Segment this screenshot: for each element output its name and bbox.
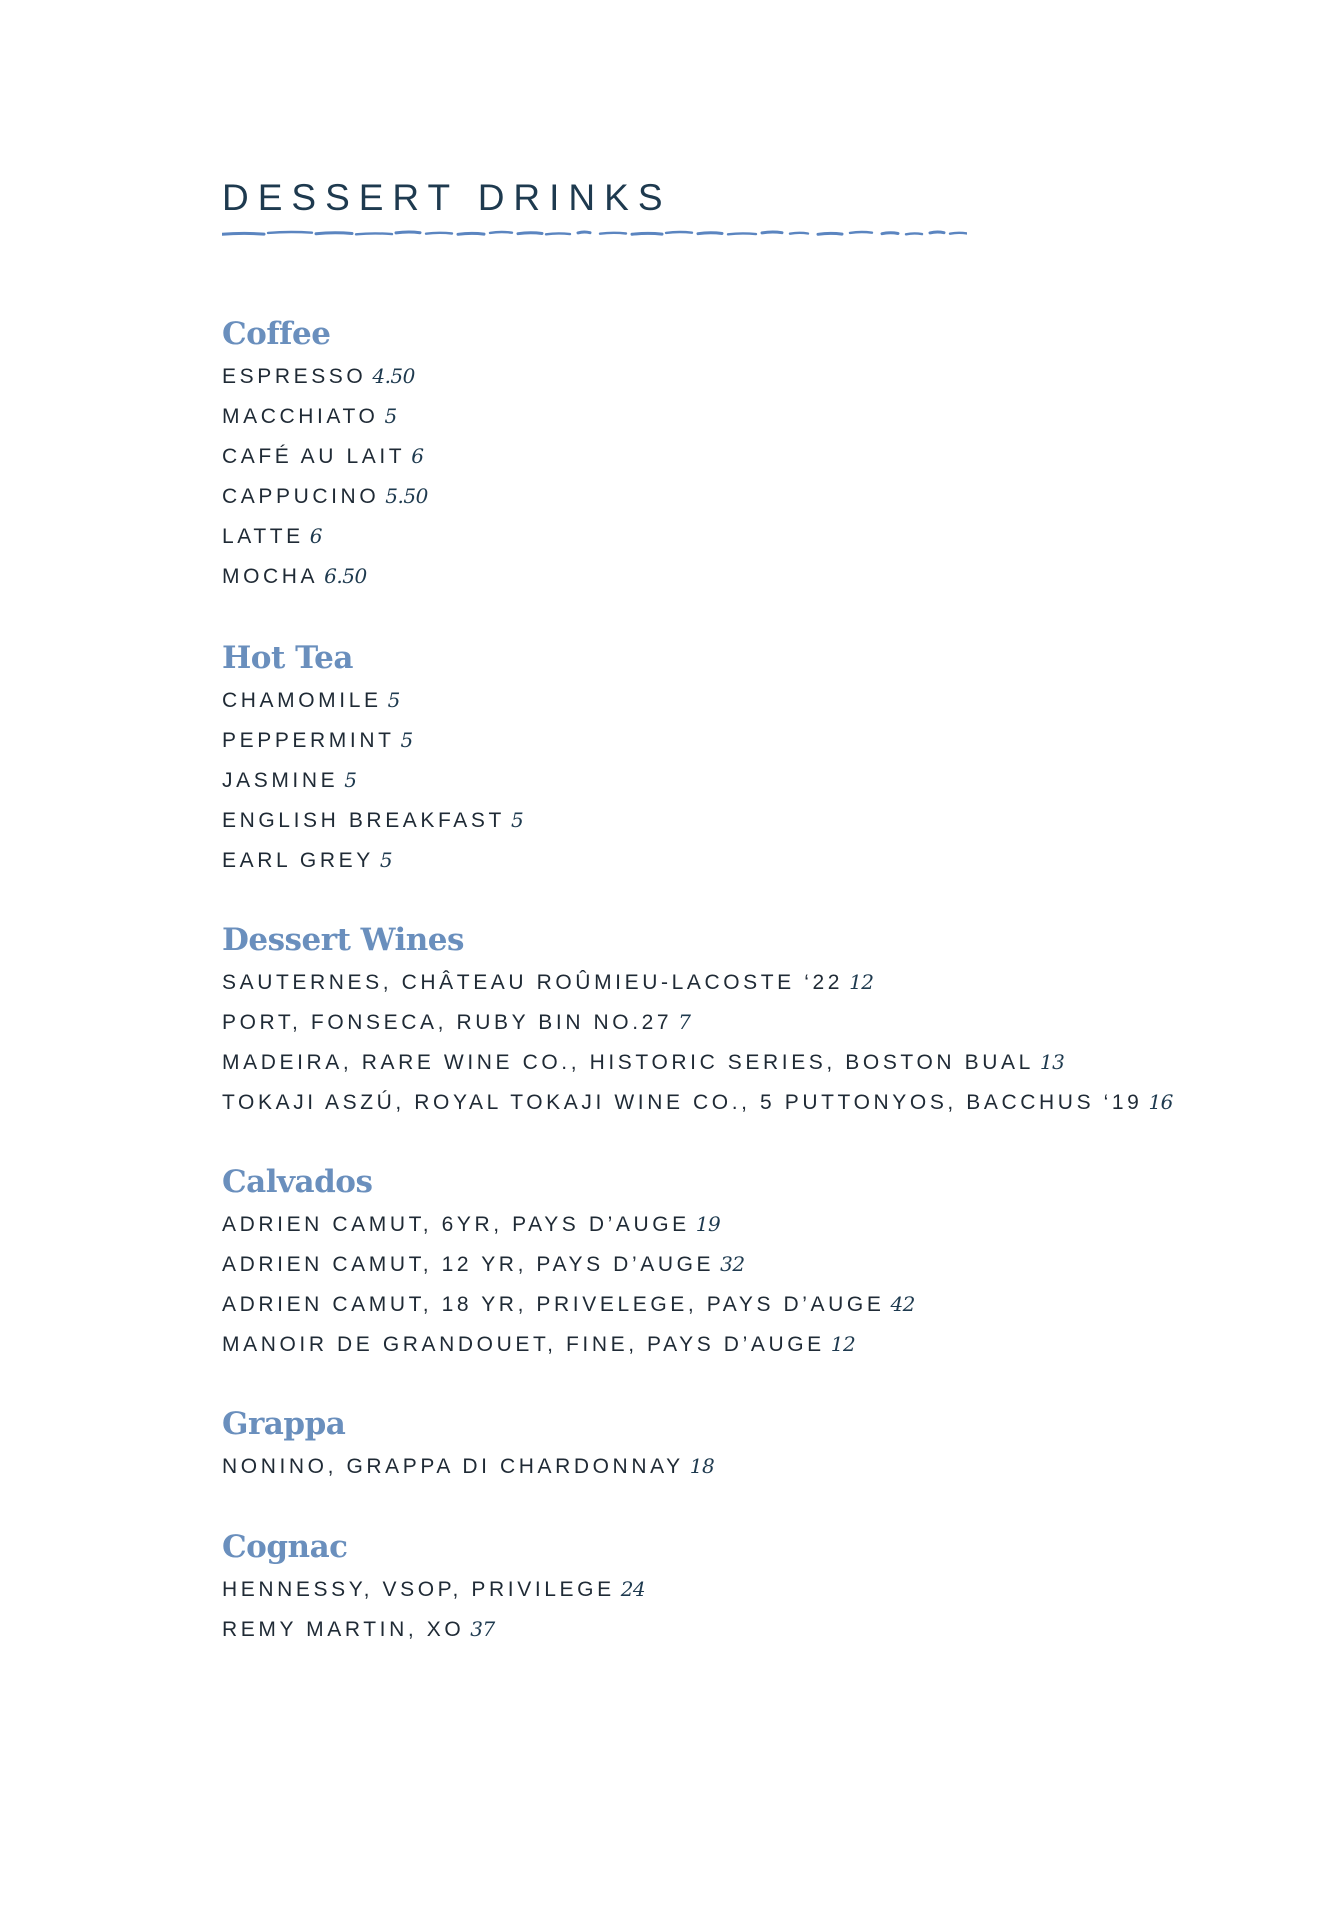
underline-dash <box>518 233 542 234</box>
item-name: PORT, FONSECA, RUBY BIN NO.27 <box>222 1011 673 1034</box>
underline-dash <box>666 232 692 233</box>
section-heading: Calvados <box>222 1164 373 1200</box>
item-list <box>222 680 523 880</box>
item-price: 32 <box>720 1252 745 1276</box>
underline-dash <box>906 233 922 234</box>
menu-item <box>222 476 428 516</box>
item-price: 5 <box>384 404 397 428</box>
menu-item <box>222 1446 714 1486</box>
underline-dash <box>850 232 872 233</box>
item-name: CHAMOMILE <box>222 689 382 712</box>
menu-section-calvados <box>222 1160 915 1364</box>
underline-dash <box>268 232 312 233</box>
menu-item <box>222 840 523 880</box>
item-name: HENNESSY, VSOP, PRIVILEGE <box>222 1578 615 1601</box>
menu-section-grappa <box>222 1402 714 1486</box>
item-name: MOCHA <box>222 565 319 588</box>
item-price: 12 <box>849 970 874 994</box>
item-name: TOKAJI ASZÚ, ROYAL TOKAJI WINE CO., 5 PUTTONYOS, BACCHUS ‘19 <box>222 1091 1143 1114</box>
underline-dash <box>882 233 898 234</box>
underline-dash <box>490 232 512 233</box>
underline-dash <box>950 233 967 234</box>
item-price: 12 <box>830 1332 856 1356</box>
item-price: 37 <box>470 1617 495 1641</box>
item-price: 5 <box>510 808 524 832</box>
menu-page <box>222 170 1222 1641</box>
item-name: SAUTERNES, CHÂTEAU ROÛMIEU-LACOSTE ‘22 <box>222 971 844 994</box>
item-price: 5 <box>379 848 393 872</box>
menu-item <box>222 396 428 436</box>
item-price: 5 <box>387 688 400 712</box>
item-name: NONINO, GRAPPA DI CHARDONNAY <box>222 1455 684 1478</box>
item-price: 6.50 <box>324 564 367 588</box>
item-name: MADEIRA, RARE WINE CO., HISTORIC SERIES, BOSTON BUAL <box>222 1051 1034 1074</box>
underline-dash <box>316 233 352 234</box>
menu-item <box>222 1284 915 1324</box>
underline-dash <box>728 233 756 234</box>
item-price: 4.50 <box>372 364 415 388</box>
section-heading: Hot Tea <box>222 640 353 676</box>
section-heading: Coffee <box>222 316 331 352</box>
menu-section-dessert-wines <box>222 918 1173 1122</box>
item-name: ENGLISH BREAKFAST <box>222 809 505 832</box>
underline-dash <box>546 233 570 234</box>
menu-section-coffee <box>222 312 428 596</box>
menu-title: DESSERT DRINKS <box>222 177 672 218</box>
item-name: CAFÉ AU LAIT <box>222 445 406 468</box>
menu-item <box>222 516 428 556</box>
item-price: 7 <box>678 1010 691 1034</box>
item-price: 24 <box>620 1577 646 1601</box>
underline-dash <box>396 232 420 233</box>
underline-dash <box>930 232 944 233</box>
menu-item <box>222 1324 915 1364</box>
underline-dash <box>458 233 484 234</box>
menu-item <box>222 760 523 800</box>
underline-dash <box>600 233 626 234</box>
underline-dash <box>762 232 782 233</box>
item-list <box>222 962 1173 1122</box>
menu-item <box>222 1244 915 1284</box>
item-name: ADRIEN CAMUT, 6YR, PAYS D’AUGE <box>222 1213 690 1236</box>
item-name: PEPPERMINT <box>222 729 395 752</box>
menu-item <box>222 800 523 840</box>
underline-dash <box>356 233 392 234</box>
item-price: 5.50 <box>385 484 428 508</box>
item-name: ESPRESSO <box>222 365 367 388</box>
underline-dash <box>222 233 264 234</box>
menu-item <box>222 1082 1173 1122</box>
item-price: 16 <box>1148 1090 1173 1114</box>
menu-item <box>222 1569 645 1609</box>
menu-section-hot-tea <box>222 636 523 880</box>
underline-dash <box>426 233 452 234</box>
item-name: MACCHIATO <box>222 405 379 428</box>
section-heading: Dessert Wines <box>222 922 464 958</box>
item-price: 6 <box>411 444 424 468</box>
item-price: 19 <box>695 1212 721 1236</box>
item-list <box>222 1204 915 1364</box>
item-name: ADRIEN CAMUT, 12 YR, PAYS D’AUGE <box>222 1253 715 1276</box>
item-price: 6 <box>309 524 323 548</box>
item-price: 5 <box>400 728 413 752</box>
item-name: REMY MARTIN, XO <box>222 1618 465 1641</box>
underline-dash <box>578 232 590 233</box>
item-price: 5 <box>344 768 357 792</box>
title-underline-decoration <box>222 226 967 240</box>
item-name: MANOIR DE GRANDOUET, FINE, PAYS D’AUGE <box>222 1333 825 1356</box>
underline-dash <box>632 233 662 234</box>
menu-item <box>222 1204 915 1244</box>
underline-dash <box>698 233 722 234</box>
menu-item <box>222 720 523 760</box>
menu-item <box>222 962 1173 1002</box>
item-name: JASMINE <box>222 769 339 792</box>
item-name: ADRIEN CAMUT, 18 YR, PRIVELEGE, PAYS D’AUGE <box>222 1293 885 1316</box>
menu-item <box>222 436 428 476</box>
item-price: 42 <box>890 1292 915 1316</box>
item-price: 13 <box>1039 1050 1065 1074</box>
menu-item <box>222 680 523 720</box>
item-price: 18 <box>689 1454 715 1478</box>
item-list <box>222 1569 645 1649</box>
section-heading: Cognac <box>222 1529 348 1565</box>
menu-item <box>222 556 428 596</box>
menu-section-cognac <box>222 1525 645 1649</box>
underline-dash <box>818 233 842 234</box>
section-heading: Grappa <box>222 1406 346 1442</box>
item-name: EARL GREY <box>222 849 374 872</box>
menu-item <box>222 356 428 396</box>
item-name: CAPPUCINO <box>222 485 380 508</box>
menu-item <box>222 1002 1173 1042</box>
menu-item <box>222 1042 1173 1082</box>
item-name: LATTE <box>222 525 304 548</box>
menu-item <box>222 1609 645 1649</box>
item-list <box>222 356 428 596</box>
item-list <box>222 1446 714 1486</box>
underline-dash <box>790 233 808 234</box>
